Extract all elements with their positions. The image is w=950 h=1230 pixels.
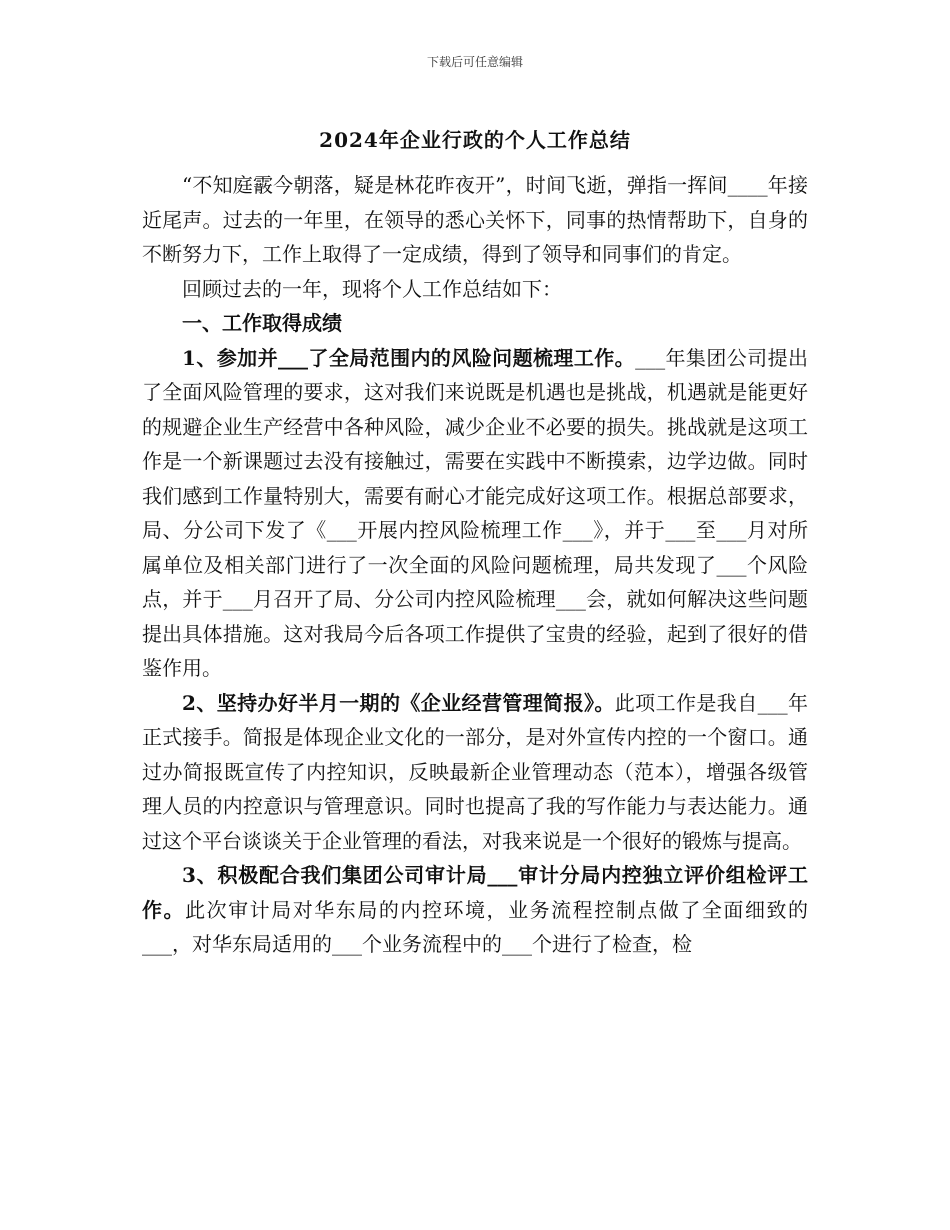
paragraph-item-1 <box>142 341 808 686</box>
paragraph-item-3 <box>142 858 808 962</box>
item-3-heading: 3、积极配合我们集团公司审计局___审计分局内控独立评价组检评工作。 <box>142 863 808 922</box>
item-1-heading: 1、参加并___了全局范围内的风险问题梳理工作。 <box>182 345 636 370</box>
document-body <box>142 168 808 962</box>
page-header-note: 下载后可任意编辑 <box>426 55 523 69</box>
item-3-body: 此次审计局对华东局的内控环境，业务流程控制点做了全面细致的___，对华东局适用的___个业务流程中的___个进行了检查，检 <box>142 897 809 956</box>
paragraph-review: 回顾过去的一年，现将个人工作总结如下： <box>182 276 562 301</box>
document-title: 2024年企业行政的个人工作总结 <box>319 128 631 152</box>
section-heading: 一、工作取得成绩 <box>182 311 342 335</box>
item-2-heading: 2、坚持办好半月一期的《企业经营管理简报》。 <box>182 690 615 715</box>
paragraph-item-2 <box>142 686 808 859</box>
paragraph-intro: “不知庭霰今朝落，疑是林花昨夜开”，时间飞逝，弹指一挥间____年接近尾声。过去的一年里，在领导的悉心关怀下，同事的热情帮助下，自身的不断努力下，工作上取得了一定成绩，得到了领导和同事们的肯定。 <box>142 173 808 266</box>
item-2-body: 此项工作是我自___年正式接手。简报是体现企业文化的一部分，是对外宣传内控的一个窗口。通过办简报既宣传了内控知识，反映最新企业管理动态（范本），增强各级管理人员的内控意识与管理意识。同时也提高了我的写作能力与表达能力。通过这个平台谈谈关于企业管理的看法，对我来说是一个很好的锻炼与提高。 <box>142 690 809 853</box>
item-1-body: ___年集团公司提出了全面风险管理的要求，这对我们来说既是机遇也是挑战，机遇就是能更好的规避企业生产经营中各种风险，减少企业不必要的损失。挑战就是这项工作是一个新课题过去没有接触过，需要在实践中不断摸索，边学边做。同时我们感到工作量特别大，需要有耐心才能完成好这项工作。根据总部要求，局、分公司下发了《___开展内控风险梳理工作___》，并于___至___月对所属单位及相关部门进行了一次全面的风险问题梳理，局共发现了___个风险点，并于___月召开了局、分公司内控风险梳理___会，就如何解决这些问题提出具体措施。这对我局今后各项工作提供了宝贵的经验，起到了很好的借鉴作用。 <box>142 345 808 680</box>
